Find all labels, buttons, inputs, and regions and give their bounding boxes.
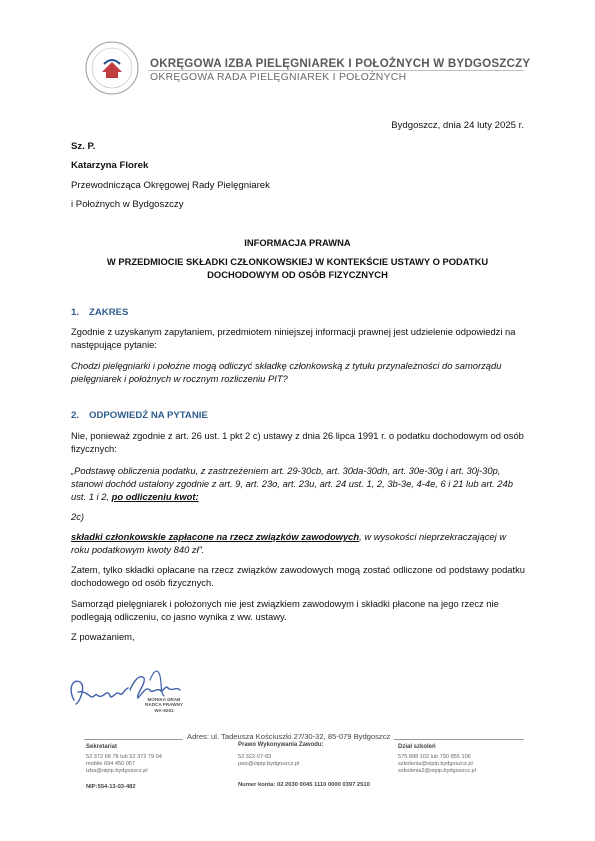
footer-bank-account: Numer konta: 02 2030 0045 1110 0000 0397 2510 [238,782,370,788]
organization-name: OKRĘGOWA IZBA PIELĘGNIAREK I POŁOŻNYCH W BYDGOSZCZY [150,57,531,70]
answer-paragraph: Nie, ponieważ zgodnie z art. 26 ust. 1 pkt 2 c) ustawy z dnia 26 lipca 1991 r. o podatku dochodowym od osób fizycznych: [71,430,524,454]
section-heading-answer [71,410,208,421]
addressee-name: Katarzyna Florek [71,160,149,171]
footer-email: szkolenia@oipip.bydgoszcz.pl [398,761,473,767]
footer-email: szkolenia2@oipip.bydgoszcz.pl [398,768,476,774]
document-subject-line1: W PRZEDMIOCIE SKŁADKI CZŁONKOWSKIEJ W KONTEKŚCIE USTAWY O PODATKU [106,256,489,267]
stamp-number: WA-9251 [154,707,174,713]
footer-email: izba@oipip.bydgoszcz.pl [86,768,148,774]
footer-license [238,742,324,768]
scope-question: Chodzi pielęgniarki i położne mogą odliczyć składkę członkowską z tytułu przynależności do samorządu pielęgniarek i położnych w rocznym rozliczeniu PIT? [71,360,502,384]
closing-phrase: Z poważaniem, [71,631,135,642]
footer-mobile: mobile 694 450 057 [86,761,136,767]
organization-logo-icon [84,40,140,96]
header-divider [148,70,524,71]
statute-quote-1 [71,464,525,503]
section-heading-scope [71,307,128,318]
statute-quote-text: „Podstawę obliczenia podatku, z zastrzeżeniem art. 29-30cb, art. 30da-30dh, art. 30e-30g i art. 30j-30p, stanowi dochód ustalony zgodnie z art. 9, art. 23o, art. 23u, art. 24 ust. 1, 2, 3b-3e, 4-4e, 6 i 21 lub art. 24b ust. 1 i 2, [71,465,513,502]
legal-stamp [136,697,192,713]
footer-phone: 52 372 68 78 lub 52 372 79 04 [86,754,162,760]
footer-column-heading: Sekretariat [86,744,118,750]
footer-email: pwz@oipip.bydgoszcz.pl [238,761,300,767]
section-number: 2. [71,410,80,421]
organization-subtitle: OKRĘGOWA RADA PIELĘGNIAREK I POŁOŻNYCH [150,72,407,83]
document-subject-line2: DOCHODOWYM OD OSÓB FIZYCZNYCH [207,269,388,280]
statute-quote-emphasis: po odliczeniu kwot: [111,491,199,502]
footer-column-heading: Prawo Wykonywania Zawodu: [238,742,324,748]
statute-quote-emphasis: składki członkowskie zapłacone na rzecz związków zawodowych [71,531,360,542]
section-title: ODPOWIEDŹ NA PYTANIE [89,410,208,421]
addressee-salutation: Sz. P. [71,141,96,152]
footer-address: Adres: ul. Tadeusza Kościuszki 27/30-32, 85-079 Bydgoszcz [183,732,394,741]
section-number: 1. [71,307,80,318]
footer-phone: 52 322-07-83 [238,754,272,760]
statute-point: 2c) [71,511,85,522]
stamp-name: MONIKA DRAB [147,697,181,702]
statute-quote-2 [71,530,525,556]
footer-training [398,744,476,775]
conclusion-paragraph: Zatem, tylko składki opłacane na rzecz związków zawodowych mogą zostać odliczone od podstawy podatku dochodowego od osób fizycznych. [71,564,525,588]
addressee-title-line2: i Położnych w Bydgoszczy [71,199,184,210]
section-title: ZAKRES [89,307,129,318]
footer-nip: NIP:554-13-03-482 [86,784,136,790]
addressee-title-line1: Przewodnicząca Okręgowej Rady Pielęgniarek [71,180,270,191]
footer-secretariat [86,744,162,775]
letter-date: Bydgoszcz, dnia 24 luty 2025 r. [391,120,524,131]
stamp-title: RADCA PRAWNY [145,702,183,708]
scope-paragraph: Zgodnie z uzyskanym zapytaniem, przedmiotem niniejszej informacji prawnej jest udzielenie odpowiedzi na następujące pytanie: [71,326,516,350]
document-title: INFORMACJA PRAWNA [244,237,351,248]
footer-phone: 575 898 102 lub 790 855 106 [398,754,471,760]
footer-column-heading: Dział szkoleń [398,744,436,750]
statute-quote-text: , w wysokości nieprzekraczającej w roku podatkowym kwoty 840 zł”. [71,531,507,555]
explanation-paragraph: Samorząd pielęgniarek i położonych nie jest związkiem zawodowym i składki płacone na jego rzecz nie podlegają odliczeniu, co jasno wynika z ww. ustawy. [71,598,499,622]
